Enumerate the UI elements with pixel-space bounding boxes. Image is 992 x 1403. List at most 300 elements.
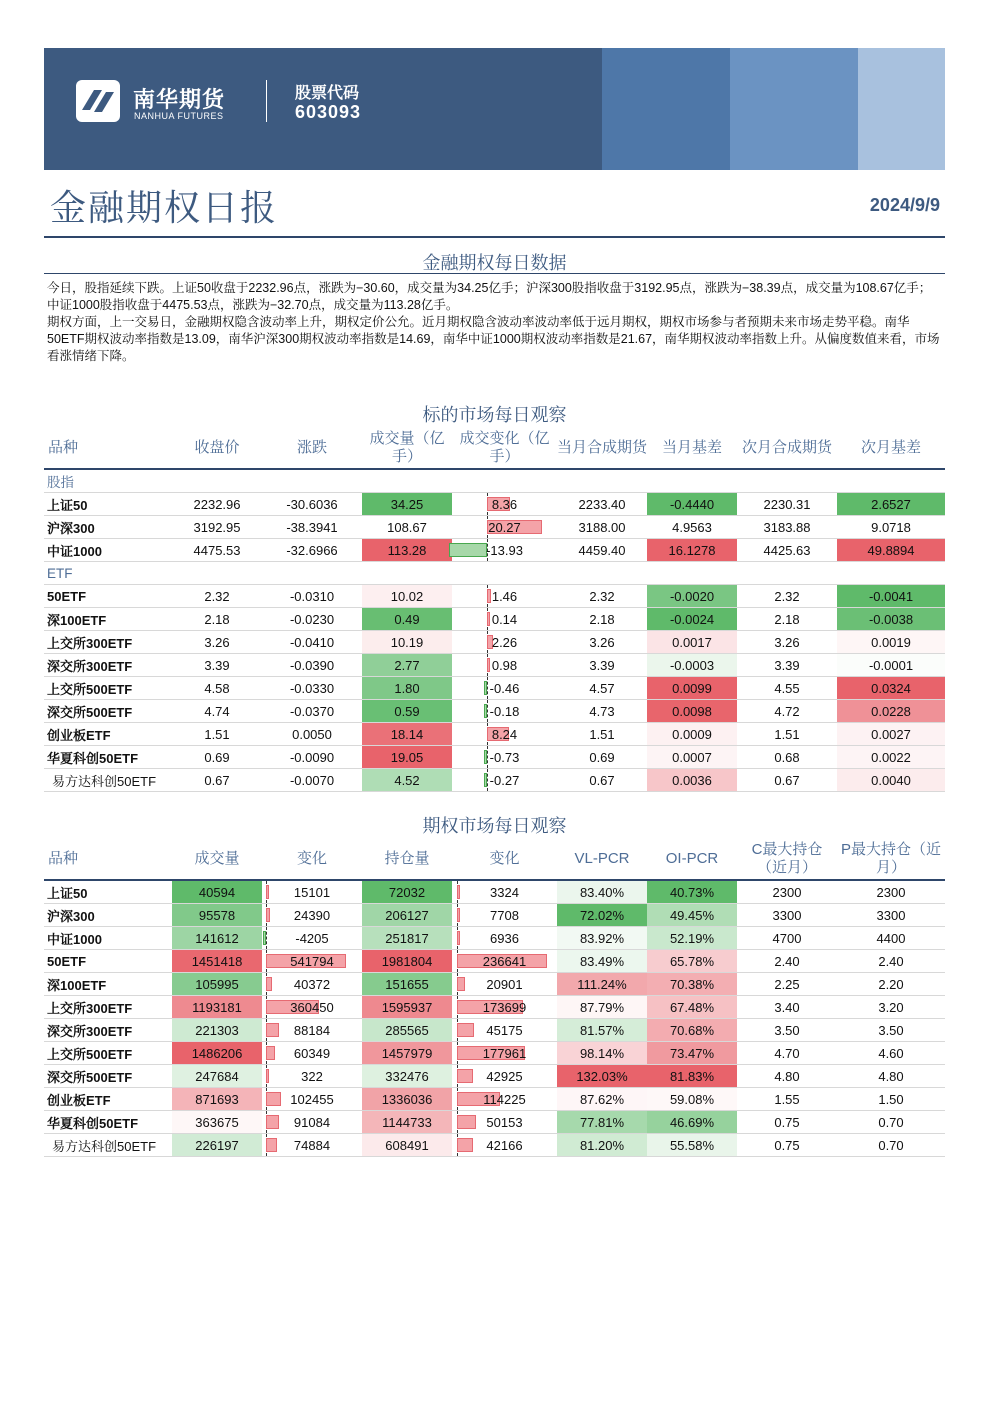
cell-value: 141612	[195, 930, 239, 946]
row-name	[44, 1019, 172, 1042]
cell-value: 70.38%	[669, 976, 715, 992]
vl-pcr	[557, 996, 647, 1019]
bar-axis	[487, 677, 488, 699]
oi-pcr	[647, 950, 737, 973]
page-title: 金融期权日报	[50, 187, 279, 228]
cell-value: 88184	[293, 1022, 331, 1038]
volume	[362, 631, 452, 654]
cell-value: 3.26	[774, 634, 800, 650]
cell-value: 2.18	[774, 611, 800, 627]
cell-value: 8.24	[491, 726, 518, 742]
near-synthetic-future	[557, 631, 647, 654]
open-interest	[362, 1042, 452, 1065]
oi-pcr	[647, 1019, 737, 1042]
put-max-oi-strike	[837, 1042, 945, 1065]
table-row	[44, 631, 945, 654]
volume-change	[452, 746, 557, 769]
cell-value: 沪深300	[47, 520, 95, 536]
cell-value: 87.79%	[579, 999, 625, 1015]
section-rule	[44, 273, 945, 274]
cell-value: 上证50	[47, 497, 88, 513]
open-interest	[362, 1019, 452, 1042]
summary-paragraph: 今日，股指延续下跌。上证50收盘于2232.96点，涨跌为−30.60，成交量为34.25亿手；沪深300股指收盘于3192.95点，涨跌为−38.39点，成交量为108.67亿手；中证1000股指收盘于4475.53点，涨跌为−32.70点，成交量为113.28亿手。	[47, 281, 932, 312]
next-synthetic-future	[737, 516, 837, 539]
put-max-oi-strike	[837, 1065, 945, 1088]
header-divider	[266, 80, 267, 122]
data-bar	[457, 1138, 473, 1152]
row-name	[44, 1065, 172, 1088]
table-row	[44, 1088, 945, 1111]
cell-value: 上交所500ETF	[47, 1046, 133, 1062]
oi-change	[452, 950, 557, 973]
next-synthetic-future	[737, 608, 837, 631]
cell-value: 60349	[293, 1045, 331, 1061]
next-basis	[837, 516, 945, 539]
cell-value: 6936	[490, 930, 519, 946]
table-row	[44, 769, 945, 792]
row-name	[44, 880, 172, 904]
cell-value: 1336036	[381, 1091, 433, 1107]
table-row	[44, 585, 945, 608]
cell-value: 251817	[385, 930, 429, 946]
bar-axis	[487, 746, 488, 768]
cell-value: 0.0017	[672, 634, 712, 650]
oi-pcr	[647, 1042, 737, 1065]
cell-value: -38.3941	[286, 519, 338, 535]
cell-value: -0.0038	[868, 611, 914, 627]
option-volume	[172, 880, 262, 904]
oi-pcr	[647, 880, 737, 904]
cell-value: 0.0324	[871, 680, 911, 696]
volume	[362, 654, 452, 677]
row-name	[44, 539, 172, 562]
data-bar	[266, 1115, 279, 1129]
row-name	[44, 769, 172, 792]
cell-value: 3188.00	[578, 519, 626, 535]
cell-value: 深交所300ETF	[47, 1023, 133, 1039]
row-name	[44, 904, 172, 927]
cell-value: 0.98	[491, 657, 518, 673]
next-synthetic-future	[737, 700, 837, 723]
vl-pcr	[557, 927, 647, 950]
volume	[362, 608, 452, 631]
volume-change	[452, 516, 557, 539]
cell-value: 3183.88	[763, 519, 811, 535]
cell-value: 4459.40	[578, 542, 626, 558]
title-rule	[44, 236, 945, 238]
price-change	[262, 746, 362, 769]
cell-value: 108.67	[387, 519, 427, 535]
oi-change	[452, 1111, 557, 1134]
table-row	[44, 1019, 945, 1042]
cell-value: 4.57	[589, 680, 615, 696]
stock-code-value: 603093	[295, 102, 362, 122]
option-volume	[172, 1111, 262, 1134]
cell-value: 0.0040	[871, 772, 911, 788]
near-basis	[647, 700, 737, 723]
call-max-oi-strike	[737, 880, 837, 904]
cell-value: 34.25	[390, 496, 424, 512]
close-price	[172, 677, 262, 700]
row-name	[44, 677, 172, 700]
cell-value: -0.0024	[669, 611, 715, 627]
summary-paragraph: 期权方面，上一交易日，金融期权隐含波动率上升，期权定价公允。近月期权隐含波动率波动率低于远月期权，期权市场参与者预期未来市场走势平稳。南华50ETF期权波动率指数是13.09，南华沪深300期权波动率指数是14.69，南华中证1000期权波动率指数是21.67，南华期权波动率指数上升。从偏度数值来看，市场看涨情绪下降。	[47, 315, 940, 363]
cell-value: 深交所500ETF	[47, 704, 133, 720]
cell-value: 上证50	[47, 885, 88, 901]
volume-change	[452, 654, 557, 677]
cell-value: 上交所300ETF	[47, 1000, 133, 1016]
cell-value: 81.20%	[579, 1137, 625, 1153]
cell-value: 40.73%	[669, 884, 715, 900]
next-synthetic-future	[737, 746, 837, 769]
cell-value: 1451418	[191, 953, 243, 969]
data-bar	[457, 1069, 473, 1083]
cell-value: 0.0099	[672, 680, 712, 696]
option-volume	[172, 1134, 262, 1157]
volume	[362, 700, 452, 723]
near-synthetic-future	[557, 700, 647, 723]
put-max-oi-strike	[837, 927, 945, 950]
column-header: 变化	[262, 839, 362, 880]
column-header: 当月合成期货	[557, 428, 647, 469]
volume	[362, 677, 452, 700]
cell-value: 95578	[198, 907, 236, 923]
cell-value: 20901	[486, 976, 523, 992]
cell-value: 221303	[195, 1022, 239, 1038]
column-header: 当月基差	[647, 428, 737, 469]
near-synthetic-future	[557, 746, 647, 769]
cell-value: 8.36	[491, 496, 518, 512]
call-max-oi-strike	[737, 950, 837, 973]
column-header: VL-PCR	[557, 839, 647, 880]
call-max-oi-strike	[737, 996, 837, 1019]
vl-pcr	[557, 1134, 647, 1157]
table-row	[44, 746, 945, 769]
volume-change	[452, 539, 557, 562]
open-interest	[362, 927, 452, 950]
next-synthetic-future	[737, 677, 837, 700]
cell-value: 华夏科创50ETF	[47, 1115, 139, 1131]
cell-value: 0.0036	[672, 772, 712, 788]
cell-value: -0.0070	[289, 772, 335, 788]
row-name	[44, 631, 172, 654]
near-basis	[647, 608, 737, 631]
near-synthetic-future	[557, 769, 647, 792]
vl-pcr	[557, 973, 647, 996]
next-basis	[837, 677, 945, 700]
volume-change	[452, 631, 557, 654]
put-max-oi-strike	[837, 904, 945, 927]
data-bar	[457, 977, 465, 991]
cell-value: 55.58%	[669, 1137, 715, 1153]
table-header-row	[44, 839, 945, 880]
cell-value: 创业板ETF	[47, 727, 111, 743]
column-header: 次月合成期货	[737, 428, 837, 469]
cell-value: 3.39	[589, 657, 615, 673]
near-synthetic-future	[557, 654, 647, 677]
next-basis	[837, 746, 945, 769]
cell-value: 363675	[195, 1114, 239, 1130]
cell-value: 0.67	[774, 772, 800, 788]
volume-change	[452, 585, 557, 608]
data-bar	[266, 1092, 281, 1106]
cell-value: 深100ETF	[47, 612, 107, 628]
header-accent-block	[730, 48, 858, 170]
price-change	[262, 700, 362, 723]
column-header: 持仓量	[362, 839, 452, 880]
row-name	[44, 654, 172, 677]
cell-value: 4.58	[204, 680, 230, 696]
cell-value: 上交所300ETF	[47, 635, 133, 651]
cell-value: 2.6527	[871, 496, 911, 512]
data-bar	[449, 543, 487, 557]
cell-value: 3.20	[878, 999, 904, 1015]
data-bar	[266, 1023, 279, 1037]
row-name	[44, 927, 172, 950]
put-max-oi-strike	[837, 996, 945, 1019]
cell-value: 151655	[385, 976, 429, 992]
cell-value: -0.4440	[669, 496, 715, 512]
volume	[362, 769, 452, 792]
cell-value: 45175	[486, 1022, 523, 1038]
volume-change	[262, 927, 362, 950]
cell-value: 3.50	[774, 1022, 800, 1038]
row-name	[44, 723, 172, 746]
price-change	[262, 769, 362, 792]
cell-value: 1193181	[192, 999, 242, 1015]
vl-pcr	[557, 1111, 647, 1134]
volume	[362, 493, 452, 516]
column-header: 品种	[44, 428, 172, 469]
cell-value: 1144733	[382, 1114, 432, 1130]
table-row	[44, 516, 945, 539]
table-row	[44, 904, 945, 927]
cell-value: 285565	[385, 1022, 429, 1038]
near-synthetic-future	[557, 677, 647, 700]
table-row	[44, 1042, 945, 1065]
cell-value: 236641	[482, 953, 527, 969]
data-bar	[484, 681, 487, 695]
vl-pcr	[557, 1088, 647, 1111]
oi-pcr	[647, 1088, 737, 1111]
cell-value: 易方达科创50ETF	[52, 773, 157, 789]
near-basis	[647, 746, 737, 769]
price-change	[262, 677, 362, 700]
market-summary	[47, 280, 943, 365]
cell-value: 1595937	[381, 999, 433, 1015]
cell-value: 1457979	[381, 1045, 433, 1061]
oi-pcr	[647, 927, 737, 950]
option-volume	[172, 927, 262, 950]
oi-pcr	[647, 973, 737, 996]
close-price	[172, 608, 262, 631]
cell-value: 24390	[293, 907, 331, 923]
cell-value: 9.0718	[871, 519, 911, 535]
near-basis	[647, 677, 737, 700]
put-max-oi-strike	[837, 1019, 945, 1042]
next-basis	[837, 631, 945, 654]
close-price	[172, 746, 262, 769]
cell-value: 4.70	[774, 1045, 800, 1061]
cell-value: 4.74	[204, 703, 230, 719]
table-row	[44, 677, 945, 700]
group-label: ETF	[44, 562, 945, 585]
cell-value: 0.49	[394, 611, 420, 627]
oi-change	[452, 1065, 557, 1088]
row-name	[44, 973, 172, 996]
table-row	[44, 950, 945, 973]
open-interest	[362, 1065, 452, 1088]
cell-value: 2.77	[394, 657, 420, 673]
call-max-oi-strike	[737, 1042, 837, 1065]
cell-value: 10.02	[390, 588, 424, 604]
cell-value: 2.25	[774, 976, 800, 992]
vl-pcr	[557, 880, 647, 904]
near-basis	[647, 723, 737, 746]
call-max-oi-strike	[737, 1065, 837, 1088]
cell-value: 0.0009	[672, 726, 712, 742]
data-bar	[266, 1046, 275, 1060]
option-volume	[172, 904, 262, 927]
cell-value: 深交所500ETF	[47, 1069, 133, 1085]
close-price	[172, 654, 262, 677]
cell-value: 102455	[290, 1091, 334, 1107]
next-basis	[837, 585, 945, 608]
cell-value: 91084	[293, 1114, 331, 1130]
table-row	[44, 539, 945, 562]
next-basis	[837, 723, 945, 746]
next-synthetic-future	[737, 769, 837, 792]
cell-value: 沪深300	[47, 908, 95, 924]
cell-value: 83.40%	[579, 884, 625, 900]
cell-value: 中证1000	[47, 931, 102, 947]
data-bar	[263, 931, 266, 945]
put-max-oi-strike	[837, 1134, 945, 1157]
call-max-oi-strike	[737, 1019, 837, 1042]
volume-change	[262, 1019, 362, 1042]
section-title-options: 期权市场每日观察	[422, 816, 567, 836]
cell-value: 40372	[293, 976, 331, 992]
open-interest	[362, 950, 452, 973]
cell-value: 0.0228	[871, 703, 911, 719]
cell-value: 20.27	[488, 519, 521, 535]
cell-value: 3192.95	[193, 519, 241, 535]
vl-pcr	[557, 1065, 647, 1088]
cell-value: 0.68	[774, 749, 800, 765]
cell-value: 4400	[876, 930, 906, 946]
cell-value: 81.83%	[669, 1068, 715, 1084]
cell-value: 创业板ETF	[47, 1092, 111, 1108]
volume-change	[262, 1042, 362, 1065]
cell-value: -0.27	[489, 772, 520, 788]
near-basis	[647, 539, 737, 562]
cell-value: 4.80	[774, 1068, 800, 1084]
near-basis	[647, 493, 737, 516]
row-name	[44, 585, 172, 608]
cell-value: 3.26	[589, 634, 615, 650]
cell-value: 332476	[385, 1068, 429, 1084]
cell-value: 1.80	[394, 680, 420, 696]
oi-pcr	[647, 996, 737, 1019]
cell-value: -0.0090	[289, 749, 335, 765]
option-volume	[172, 1088, 262, 1111]
next-synthetic-future	[737, 631, 837, 654]
option-volume	[172, 950, 262, 973]
data-bar	[266, 1069, 269, 1083]
cell-value: -0.0330	[289, 680, 335, 696]
cell-value: -0.0370	[289, 703, 335, 719]
cell-value: 83.49%	[579, 953, 625, 969]
open-interest	[362, 973, 452, 996]
cell-value: 10.19	[390, 634, 424, 650]
cell-value: 18.14	[390, 726, 424, 742]
cell-value: 322	[301, 1068, 323, 1084]
cell-value: 73.47%	[669, 1045, 715, 1061]
volume-change	[262, 904, 362, 927]
volume-change	[262, 973, 362, 996]
table-row	[44, 1065, 945, 1088]
price-change	[262, 585, 362, 608]
call-max-oi-strike	[737, 1134, 837, 1157]
open-interest	[362, 904, 452, 927]
cell-value: 0.0022	[871, 749, 911, 765]
underlying-table	[44, 428, 945, 792]
data-bar	[457, 908, 460, 922]
cell-value: -0.0003	[669, 657, 715, 673]
next-synthetic-future	[737, 585, 837, 608]
option-volume	[172, 973, 262, 996]
row-name	[44, 608, 172, 631]
open-interest	[362, 880, 452, 904]
cell-value: 3324	[490, 884, 519, 900]
oi-change	[452, 1088, 557, 1111]
near-synthetic-future	[557, 493, 647, 516]
volume-change	[452, 723, 557, 746]
row-name	[44, 700, 172, 723]
call-max-oi-strike	[737, 973, 837, 996]
cell-value: -0.0041	[868, 588, 914, 604]
cell-value: 2232.96	[193, 496, 241, 512]
cell-value: 0.69	[589, 749, 615, 765]
cell-value: 0.75	[774, 1114, 800, 1130]
column-header: 涨跌	[262, 428, 362, 469]
cell-value: 1.55	[774, 1091, 800, 1107]
cell-value: 0.67	[204, 772, 230, 788]
cell-value: 0.70	[878, 1114, 904, 1130]
near-synthetic-future	[557, 723, 647, 746]
cell-value: 360450	[290, 999, 334, 1015]
row-name	[44, 996, 172, 1019]
cell-value: -0.73	[489, 749, 520, 765]
cell-value: 111.24%	[577, 976, 627, 992]
call-max-oi-strike	[737, 927, 837, 950]
data-bar	[266, 908, 270, 922]
group-row	[44, 562, 945, 585]
cell-value: 105995	[195, 976, 239, 992]
vl-pcr	[557, 950, 647, 973]
row-name	[44, 1088, 172, 1111]
oi-change	[452, 904, 557, 927]
volume-change	[262, 1065, 362, 1088]
cell-value: -4205	[295, 930, 329, 946]
cell-value: -0.0230	[289, 611, 335, 627]
column-header: 变化	[452, 839, 557, 880]
table-row	[44, 654, 945, 677]
cell-value: 247684	[195, 1068, 239, 1084]
volume	[362, 585, 452, 608]
cell-value: 871693	[195, 1091, 239, 1107]
data-bar	[484, 704, 487, 718]
